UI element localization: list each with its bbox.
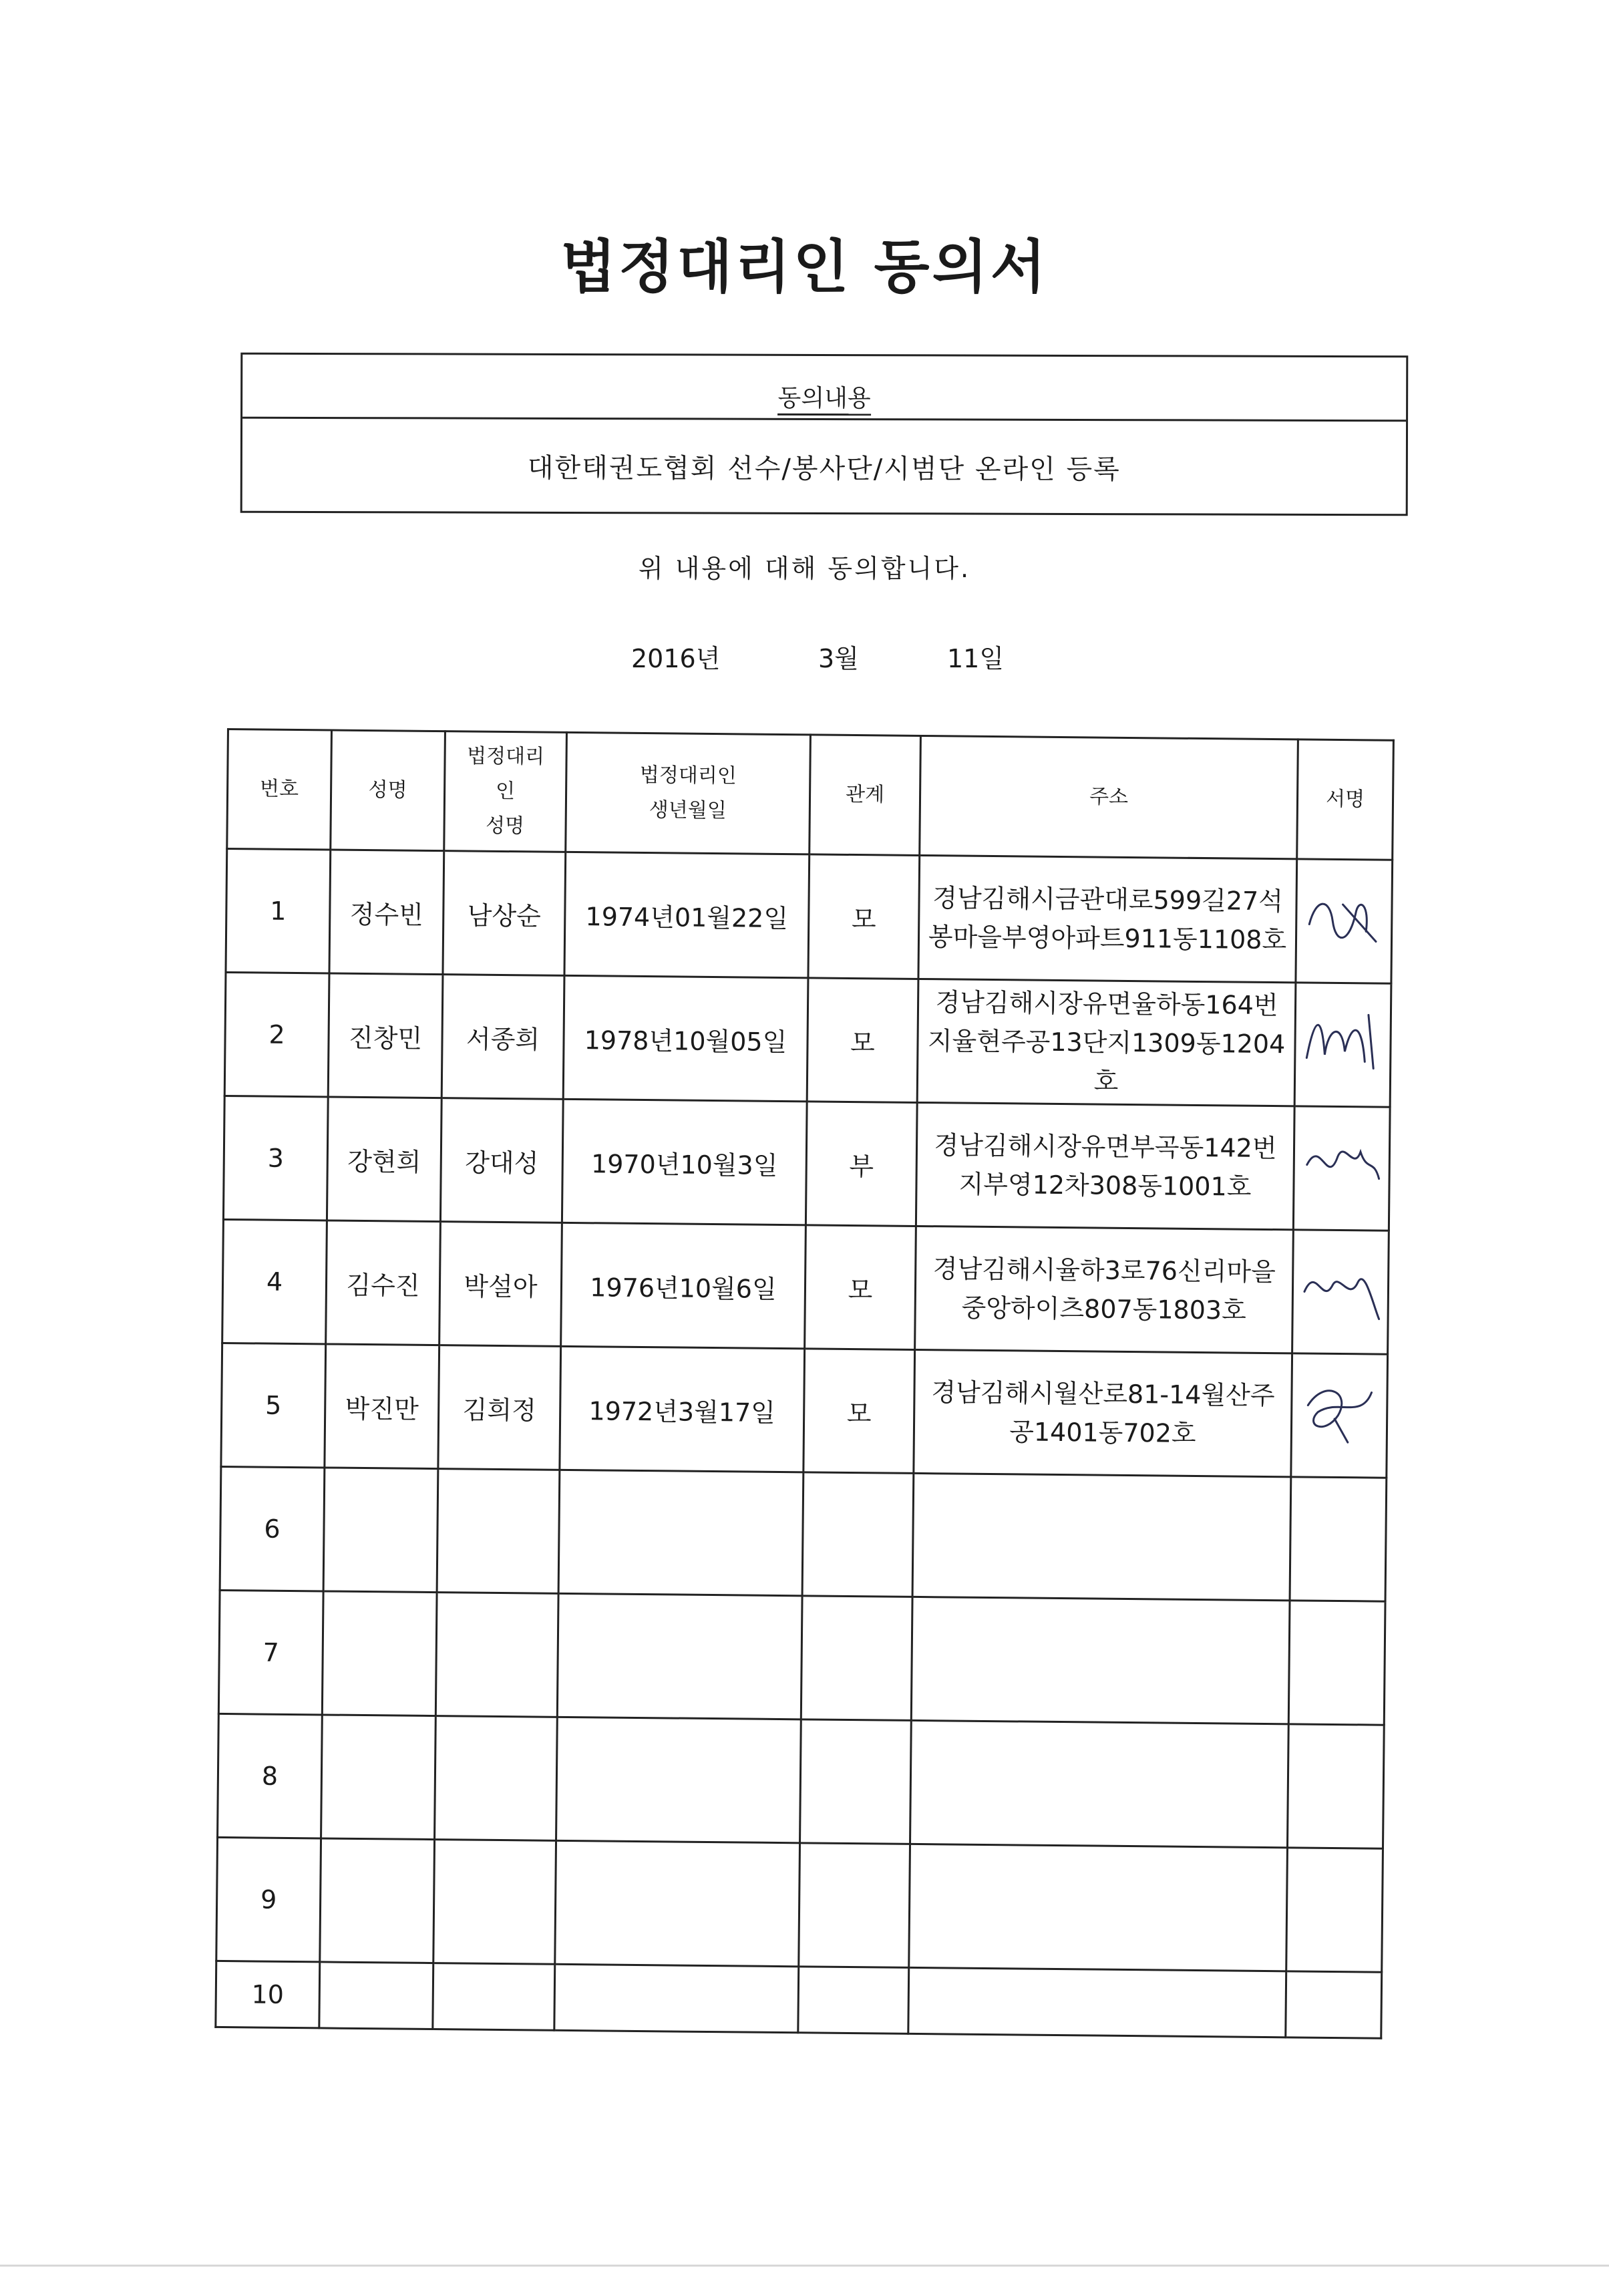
header-guardian-birth: 법정대리인 생년월일 xyxy=(566,732,811,854)
header-no: 번호 xyxy=(227,729,332,850)
row-name xyxy=(322,1591,437,1716)
row-guardian-name xyxy=(435,1593,558,1717)
row-guardian-name xyxy=(435,1716,558,1841)
row-no: 3 xyxy=(223,1096,328,1220)
row-signature xyxy=(1288,1601,1385,1725)
table-row xyxy=(218,1590,1385,1725)
row-no: 4 xyxy=(222,1219,327,1343)
row-relation: 부 xyxy=(806,1102,917,1226)
row-relation: 모 xyxy=(808,854,920,979)
consent-box xyxy=(240,353,1409,516)
row-guardian-birth: 1978년10월05일 xyxy=(563,975,808,1101)
row-name xyxy=(319,1962,433,2029)
row-no: 2 xyxy=(224,972,329,1096)
row-no: 5 xyxy=(221,1343,326,1467)
row-name: 강현희 xyxy=(327,1097,441,1222)
row-guardian-name xyxy=(437,1469,560,1594)
row-signature xyxy=(1290,1477,1387,1601)
row-guardian-birth xyxy=(556,1717,801,1842)
row-signature xyxy=(1286,1971,1382,2038)
date-day: 11일 xyxy=(947,644,1005,673)
row-signature xyxy=(1286,1848,1383,1972)
row-guardian-birth: 1976년10월6일 xyxy=(561,1222,806,1348)
table-row xyxy=(216,1961,1382,2038)
date-month: 3월 xyxy=(818,644,859,673)
row-address: 경남김해시장유면부곡동142번지부영12차308동1001호 xyxy=(916,1102,1294,1229)
row-signature xyxy=(1292,1230,1389,1354)
row-guardian-name xyxy=(433,1963,555,2031)
table-row xyxy=(218,1713,1385,1848)
row-relation xyxy=(800,1719,912,1844)
row-guardian-name: 서종희 xyxy=(441,975,564,1100)
row-no: 7 xyxy=(218,1590,323,1714)
table-row xyxy=(222,1219,1389,1354)
table-row xyxy=(224,972,1391,1107)
row-guardian-name: 박설아 xyxy=(439,1222,562,1347)
header-relation: 관계 xyxy=(810,735,921,856)
row-name: 정수빈 xyxy=(329,850,444,975)
row-relation: 모 xyxy=(805,1225,916,1350)
row-relation xyxy=(801,1596,912,1721)
handwritten-signature xyxy=(1300,1131,1384,1205)
page-bottom-edge xyxy=(0,2265,1609,2267)
table-row xyxy=(223,1096,1390,1231)
row-signature xyxy=(1294,983,1391,1107)
row-guardian-birth xyxy=(557,1593,802,1719)
row-address: 경남김해시율하3로76신리마을중앙하이츠807동1803호 xyxy=(915,1226,1294,1353)
header-name: 성명 xyxy=(331,730,445,851)
agree-statement: 위 내용에 대해 동의합니다. xyxy=(638,554,971,583)
row-guardian-birth: 1972년3월17일 xyxy=(560,1346,805,1472)
row-guardian-birth xyxy=(558,1470,803,1595)
row-name: 진창민 xyxy=(328,973,443,1098)
consent-header-label: 동의내용 xyxy=(778,379,871,416)
row-address: 경남김해시금관대로599길27석봉마을부영아파트911동1108호 xyxy=(918,855,1297,982)
row-guardian-name: 김희정 xyxy=(438,1345,561,1470)
row-signature xyxy=(1293,1106,1390,1231)
handwritten-signature xyxy=(1298,1255,1383,1329)
row-address xyxy=(912,1473,1291,1600)
row-no: 6 xyxy=(220,1466,325,1591)
row-relation: 모 xyxy=(803,1349,915,1474)
row-relation xyxy=(802,1472,914,1597)
row-guardian-name: 남상순 xyxy=(443,851,566,976)
handwritten-signature xyxy=(1297,1378,1381,1452)
guardian-table xyxy=(214,728,1393,2039)
row-relation xyxy=(799,1843,910,1968)
date-year: 2016년 xyxy=(631,644,721,673)
header-guardian-name: 법정대리 인 성명 xyxy=(444,731,567,852)
row-signature xyxy=(1296,859,1393,983)
row-no: 8 xyxy=(218,1713,323,1838)
row-guardian-name xyxy=(433,1840,556,1965)
handwritten-signature xyxy=(1301,1007,1385,1082)
consent-header xyxy=(242,355,1406,422)
row-no: 1 xyxy=(226,849,331,973)
row-guardian-birth: 1974년01월22일 xyxy=(564,852,810,977)
row-address: 경남김해시월산로81-14월산주공1401동702호 xyxy=(914,1349,1292,1476)
table-row xyxy=(220,1466,1387,1601)
row-signature xyxy=(1291,1353,1388,1478)
row-name xyxy=(320,1838,435,1963)
document-title: 법정대리인 동의서 xyxy=(560,234,1049,301)
row-name xyxy=(321,1715,436,1840)
table-header-row xyxy=(227,729,1394,860)
header-signature: 서명 xyxy=(1297,740,1394,860)
row-name: 김수진 xyxy=(326,1220,441,1345)
row-guardian-birth xyxy=(554,1964,799,2032)
row-relation xyxy=(798,1967,909,2034)
row-address xyxy=(910,1720,1289,1847)
row-name: 박진만 xyxy=(325,1344,439,1469)
table-row xyxy=(221,1343,1388,1478)
table-row xyxy=(226,849,1393,984)
table-row xyxy=(216,1837,1383,1972)
row-relation: 모 xyxy=(807,978,918,1103)
row-address xyxy=(909,1844,1288,1971)
row-no: 10 xyxy=(216,1961,320,2027)
handwritten-signature xyxy=(1302,884,1386,958)
row-address xyxy=(911,1597,1290,1724)
row-guardian-birth: 1970년10월3일 xyxy=(562,1099,807,1224)
header-address: 주소 xyxy=(920,735,1298,858)
consent-content: 대한태권도협회 선수/봉사단/시범단 온라인 등록 xyxy=(527,452,1121,485)
row-guardian-birth xyxy=(555,1840,800,1966)
row-address xyxy=(908,1967,1286,2037)
row-signature xyxy=(1287,1724,1384,1848)
row-no: 9 xyxy=(216,1837,321,1961)
row-name xyxy=(323,1468,438,1593)
row-guardian-name: 강대성 xyxy=(440,1098,563,1223)
row-address: 경남김해시장유면율하동164번지율현주공13단지1309동1204호 xyxy=(917,979,1296,1106)
